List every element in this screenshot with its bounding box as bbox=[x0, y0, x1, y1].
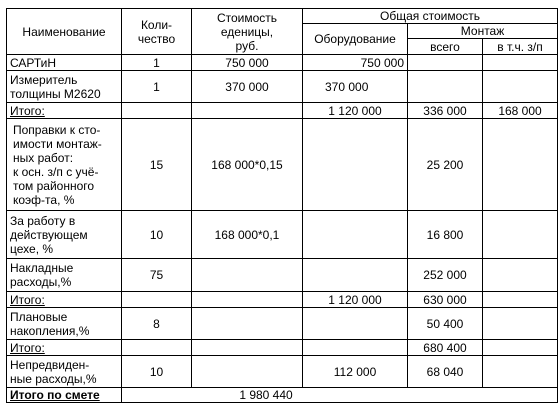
row-wages bbox=[483, 340, 558, 356]
header-equipment: Оборудование bbox=[303, 24, 408, 55]
grand-total-value: 1 980 440 bbox=[122, 388, 558, 403]
row-name: Итого: bbox=[7, 292, 122, 308]
row-equipment bbox=[303, 211, 408, 259]
header-all: всего bbox=[408, 39, 483, 55]
row-price bbox=[192, 308, 303, 340]
row-qty: 8 bbox=[122, 308, 192, 340]
row-wages bbox=[483, 308, 558, 340]
table-row bbox=[7, 308, 558, 340]
row-wages bbox=[483, 292, 558, 308]
row-equipment: 370 000 bbox=[303, 71, 408, 103]
table-row bbox=[7, 55, 558, 71]
row-name: Измеритель толщины М2620 bbox=[7, 71, 122, 103]
table-row bbox=[7, 119, 558, 211]
row-name: За работу в действующем цехе, % bbox=[7, 211, 122, 259]
row-price bbox=[192, 356, 303, 388]
row-wages bbox=[483, 119, 558, 211]
row-all bbox=[408, 71, 483, 103]
row-price: 168 000*0,1 bbox=[192, 211, 303, 259]
row-all: 50 400 bbox=[408, 308, 483, 340]
header-install: Монтаж bbox=[408, 24, 558, 39]
header-incl-wages: в т.ч. з/п bbox=[483, 39, 558, 55]
row-qty: 75 bbox=[122, 259, 192, 292]
row-equipment bbox=[303, 119, 408, 211]
row-price bbox=[192, 259, 303, 292]
row-qty bbox=[122, 340, 192, 356]
table-row bbox=[7, 259, 558, 292]
row-all: 25 200 bbox=[408, 119, 483, 211]
row-equipment bbox=[303, 308, 408, 340]
table-row bbox=[7, 103, 558, 119]
row-all bbox=[408, 55, 483, 71]
row-all: 680 400 bbox=[408, 340, 483, 356]
row-price: 168 000*0,15 bbox=[192, 119, 303, 211]
row-all: 68 040 bbox=[408, 356, 483, 388]
row-name: Непредвиден- ные расходы,% bbox=[7, 356, 122, 388]
total-row bbox=[7, 388, 558, 403]
row-qty: 1 bbox=[122, 71, 192, 103]
row-price bbox=[192, 103, 303, 119]
row-name: САРТиН bbox=[7, 55, 122, 71]
table-row bbox=[7, 356, 558, 388]
header-total: Общая стоимость bbox=[303, 9, 558, 24]
row-equipment bbox=[303, 340, 408, 356]
row-name: Плановые накопления,% bbox=[7, 308, 122, 340]
row-wages bbox=[483, 211, 558, 259]
row-qty bbox=[122, 292, 192, 308]
row-wages: 168 000 bbox=[483, 103, 558, 119]
row-equipment: 112 000 bbox=[303, 356, 408, 388]
row-price: 370 000 bbox=[192, 71, 303, 103]
row-equipment: 750 000 bbox=[303, 55, 408, 71]
row-qty: 10 bbox=[122, 356, 192, 388]
row-equipment bbox=[303, 259, 408, 292]
row-equipment: 1 120 000 bbox=[303, 292, 408, 308]
header-unit-cost: Стоимость еденицы, руб. bbox=[192, 9, 303, 55]
estimate-table bbox=[6, 8, 558, 403]
row-price bbox=[192, 292, 303, 308]
row-wages bbox=[483, 356, 558, 388]
row-name: Поправки к сто- имости монтаж- ных работ: к осн. з/п с учё- том районного коэф-та, % bbox=[7, 119, 122, 211]
table-row bbox=[7, 340, 558, 356]
row-price: 750 000 bbox=[192, 55, 303, 71]
row-all: 252 000 bbox=[408, 259, 483, 292]
table-row bbox=[7, 211, 558, 259]
row-name: Накладные расходы,% bbox=[7, 259, 122, 292]
row-name: Итого: bbox=[7, 103, 122, 119]
row-name: Итого: bbox=[7, 340, 122, 356]
row-all: 336 000 bbox=[408, 103, 483, 119]
header-name: Наименование bbox=[7, 9, 122, 55]
table-row bbox=[7, 292, 558, 308]
row-price bbox=[192, 340, 303, 356]
row-qty bbox=[122, 103, 192, 119]
row-wages bbox=[483, 71, 558, 103]
grand-total-label: Итого по смете bbox=[7, 388, 122, 403]
row-wages bbox=[483, 259, 558, 292]
header-qty: Коли- чество bbox=[122, 9, 192, 55]
row-wages bbox=[483, 55, 558, 71]
row-all: 16 800 bbox=[408, 211, 483, 259]
row-qty: 15 bbox=[122, 119, 192, 211]
row-qty: 1 bbox=[122, 55, 192, 71]
row-all: 630 000 bbox=[408, 292, 483, 308]
row-equipment: 1 120 000 bbox=[303, 103, 408, 119]
row-qty: 10 bbox=[122, 211, 192, 259]
table-row bbox=[7, 71, 558, 103]
